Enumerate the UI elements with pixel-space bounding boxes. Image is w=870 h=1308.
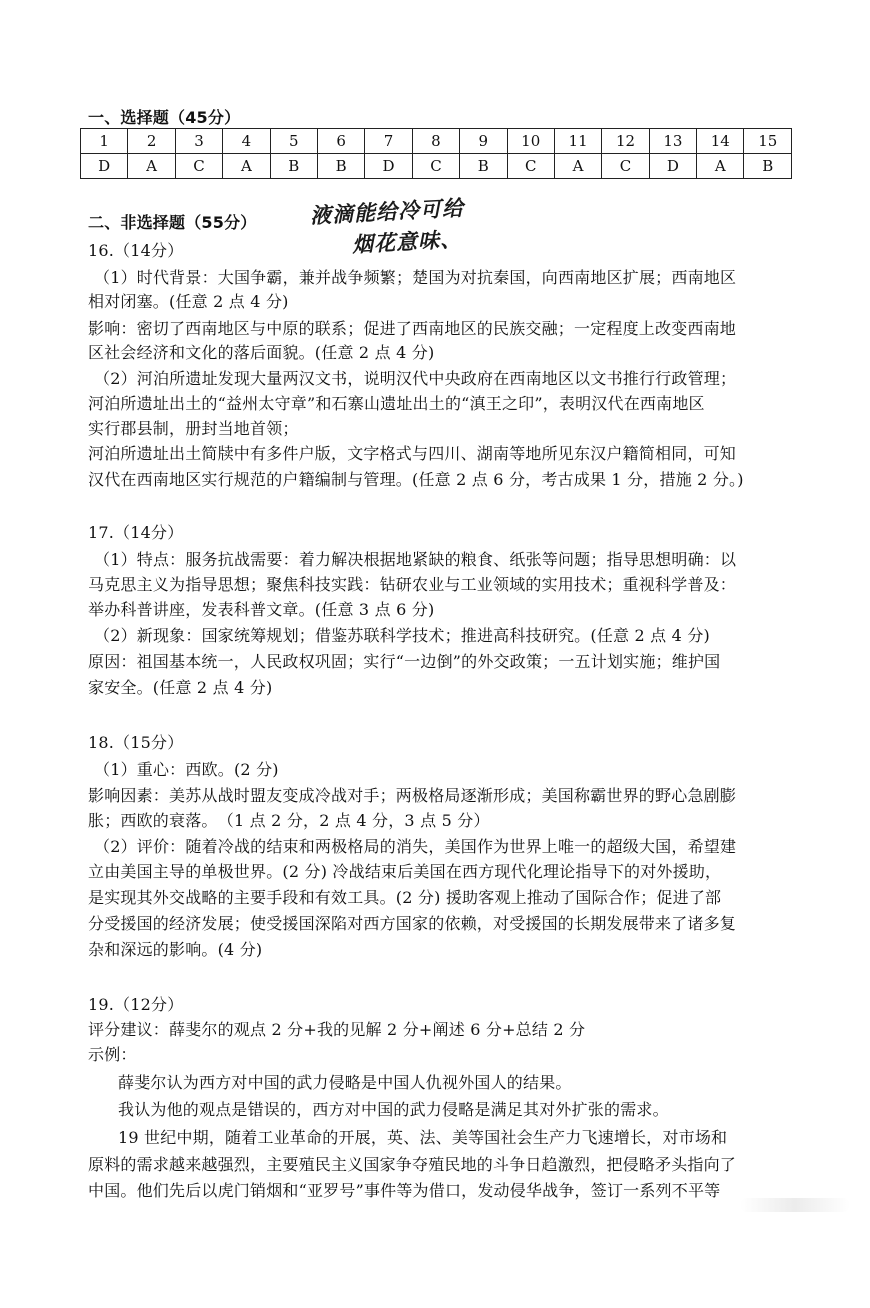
q17-line: 举办科普讲座，发表科普文章。(任意 3 点 6 分) (88, 600, 435, 619)
question-number: 8 (412, 129, 459, 154)
question-number: 5 (270, 129, 317, 154)
q19-paragraph: 薛斐尔认为西方对中国的武力侵略是中国人仇视外国人的结果。 (118, 1073, 572, 1092)
section2-heading: 二、非选择题（55分） (88, 213, 257, 232)
answer-cell: C (175, 154, 222, 179)
q19-line: 评分建议：薛斐尔的观点 2 分+我的见解 2 分+阐述 6 分+总结 2 分 (88, 1020, 586, 1039)
question-number: 1 (81, 129, 128, 154)
answer-cell: C (412, 154, 459, 179)
section1-heading: 一、选择题（45分） (88, 108, 241, 127)
q18-line: 胀；西欧的衰落。 （1 点 2 分，2 点 4 分，3 点 5 分） (88, 811, 490, 830)
question-number: 10 (507, 129, 554, 154)
q16-line: （1）时代背景：大国争霸，兼并战争频繁；楚国为对抗秦国，向西南地区扩展；西南地区 (94, 268, 737, 287)
q18-line: （2）评价：随着冷战的结束和两极格局的消失，美国作为世界上唯一的超级大国，希望建 (94, 837, 737, 856)
q16-line: 实行郡县制，册封当地首领； (88, 419, 299, 438)
q16-line: 河泊所遗址出土的“益州太守章”和石寨山遗址出土的“滇王之印”，表明汉代在西南地区 (88, 394, 705, 413)
q17-line: 原因：祖国基本统一，人民政权巩固；实行“一边倒”的外交政策；一五计划实施；维护国 (88, 652, 721, 671)
q18-line: （1）重心：西欧。(2 分) (94, 760, 279, 779)
q19-paragraph: 19 世纪中期，随着工业革命的开展，英、法、美等国社会生产力飞速增长，对市场和 (118, 1128, 728, 1147)
q16-title: 16.（14分） (88, 241, 184, 260)
q19-paragraph-continued: 中国。他们先后以虎门销烟和“亚罗号”事件等为借口，发动侵华战争，签订一系列不平等 (88, 1181, 721, 1200)
answer-table-number-row (81, 129, 792, 154)
q18-line: 立由美国主导的单极世界。(2 分) 冷战结束后美国在西方现代化理论指导下的对外援助， (88, 862, 722, 881)
question-number: 4 (223, 129, 270, 154)
q18-line: 分受援国的经济发展；使受援国深陷对西方国家的依赖，对受援国的长期发展带来了诸多复 (88, 914, 737, 933)
q17-line: （1）特点：服务抗战需要：着力解决根据地紧缺的粮食、纸张等问题；指导思想明确：以 (94, 550, 737, 569)
question-number: 14 (697, 129, 744, 154)
question-number: 11 (554, 129, 601, 154)
q19-title: 19.（12分） (88, 995, 184, 1014)
handwritten-note-line2: 烟花意味、 (351, 227, 463, 257)
question-number: 9 (460, 129, 507, 154)
q16-line: 影响：密切了西南地区与中原的联系；促进了西南地区的民族交融；一定程度上改变西南地 (88, 319, 737, 338)
answer-cell: A (128, 154, 175, 179)
handwritten-note-line1: 液滴能给冷可给 (309, 195, 465, 229)
answer-cell: C (507, 154, 554, 179)
question-number: 15 (744, 129, 792, 154)
scan-smudge (740, 1198, 850, 1212)
answer-cell: B (317, 154, 364, 179)
answer-cell: B (270, 154, 317, 179)
question-number: 13 (649, 129, 696, 154)
q17-line: （2）新现象：国家统筹规划；借鉴苏联科学技术；推进高科技研究。(任意 2 点 4 分) (94, 626, 710, 645)
answer-table (80, 128, 792, 179)
q18-title: 18.（15分） (88, 733, 184, 752)
q16-line: 相对闭塞。(任意 2 点 4 分) (88, 292, 289, 311)
question-number: 12 (602, 129, 649, 154)
answer-cell: A (554, 154, 601, 179)
answer-cell: D (365, 154, 412, 179)
q19-paragraph: 我认为他的观点是错误的，西方对中国的武力侵略是满足其对外扩张的需求。 (118, 1100, 669, 1119)
answer-cell: D (649, 154, 696, 179)
q19-line: 示例： (88, 1045, 137, 1064)
answer-cell: A (223, 154, 270, 179)
q16-line: 区社会经济和文化的落后面貌。(任意 2 点 4 分) (88, 343, 435, 362)
question-number: 3 (175, 129, 222, 154)
q19-paragraph-continued: 原料的需求越来越强烈，主要殖民主义国家争夺殖民地的斗争日趋激烈，把侵略矛头指向了 (88, 1155, 737, 1174)
answer-cell: C (602, 154, 649, 179)
q16-line: （2）河泊所遗址发现大量两汉文书，说明汉代中央政府在西南地区以文书推行行政管理； (94, 369, 737, 388)
q18-line: 是实现其外交战略的主要手段和有效工具。(2 分) 援助客观上推动了国际合作；促进了部 (88, 888, 722, 907)
answer-cell: A (697, 154, 744, 179)
q16-line: 汉代在西南地区实行规范的户籍编制与管理。(任意 2 点 6 分，考古成果 1 分，措施 2 分。) (88, 470, 744, 489)
answer-cell: D (81, 154, 128, 179)
question-number: 7 (365, 129, 412, 154)
q17-title: 17.（14分） (88, 523, 184, 542)
answer-table-answer-row (81, 154, 792, 179)
question-number: 2 (128, 129, 175, 154)
q17-line: 家安全。(任意 2 点 4 分) (88, 678, 273, 697)
q18-line: 杂和深远的影响。(4 分) (88, 940, 263, 959)
q16-line: 河泊所遗址出土简牍中有多件户版，文字格式与四川、湖南等地所见东汉户籍简相同，可知 (88, 444, 737, 463)
q18-line: 影响因素：美苏从战时盟友变成冷战对手；两极格局逐渐形成；美国称霸世界的野心急剧膨 (88, 786, 737, 805)
q17-line: 马克思主义为指导思想；聚焦科技实践：钻研农业与工业领域的实用技术；重视科学普及： (88, 575, 737, 594)
answer-cell: B (744, 154, 792, 179)
question-number: 6 (317, 129, 364, 154)
answer-cell: B (460, 154, 507, 179)
